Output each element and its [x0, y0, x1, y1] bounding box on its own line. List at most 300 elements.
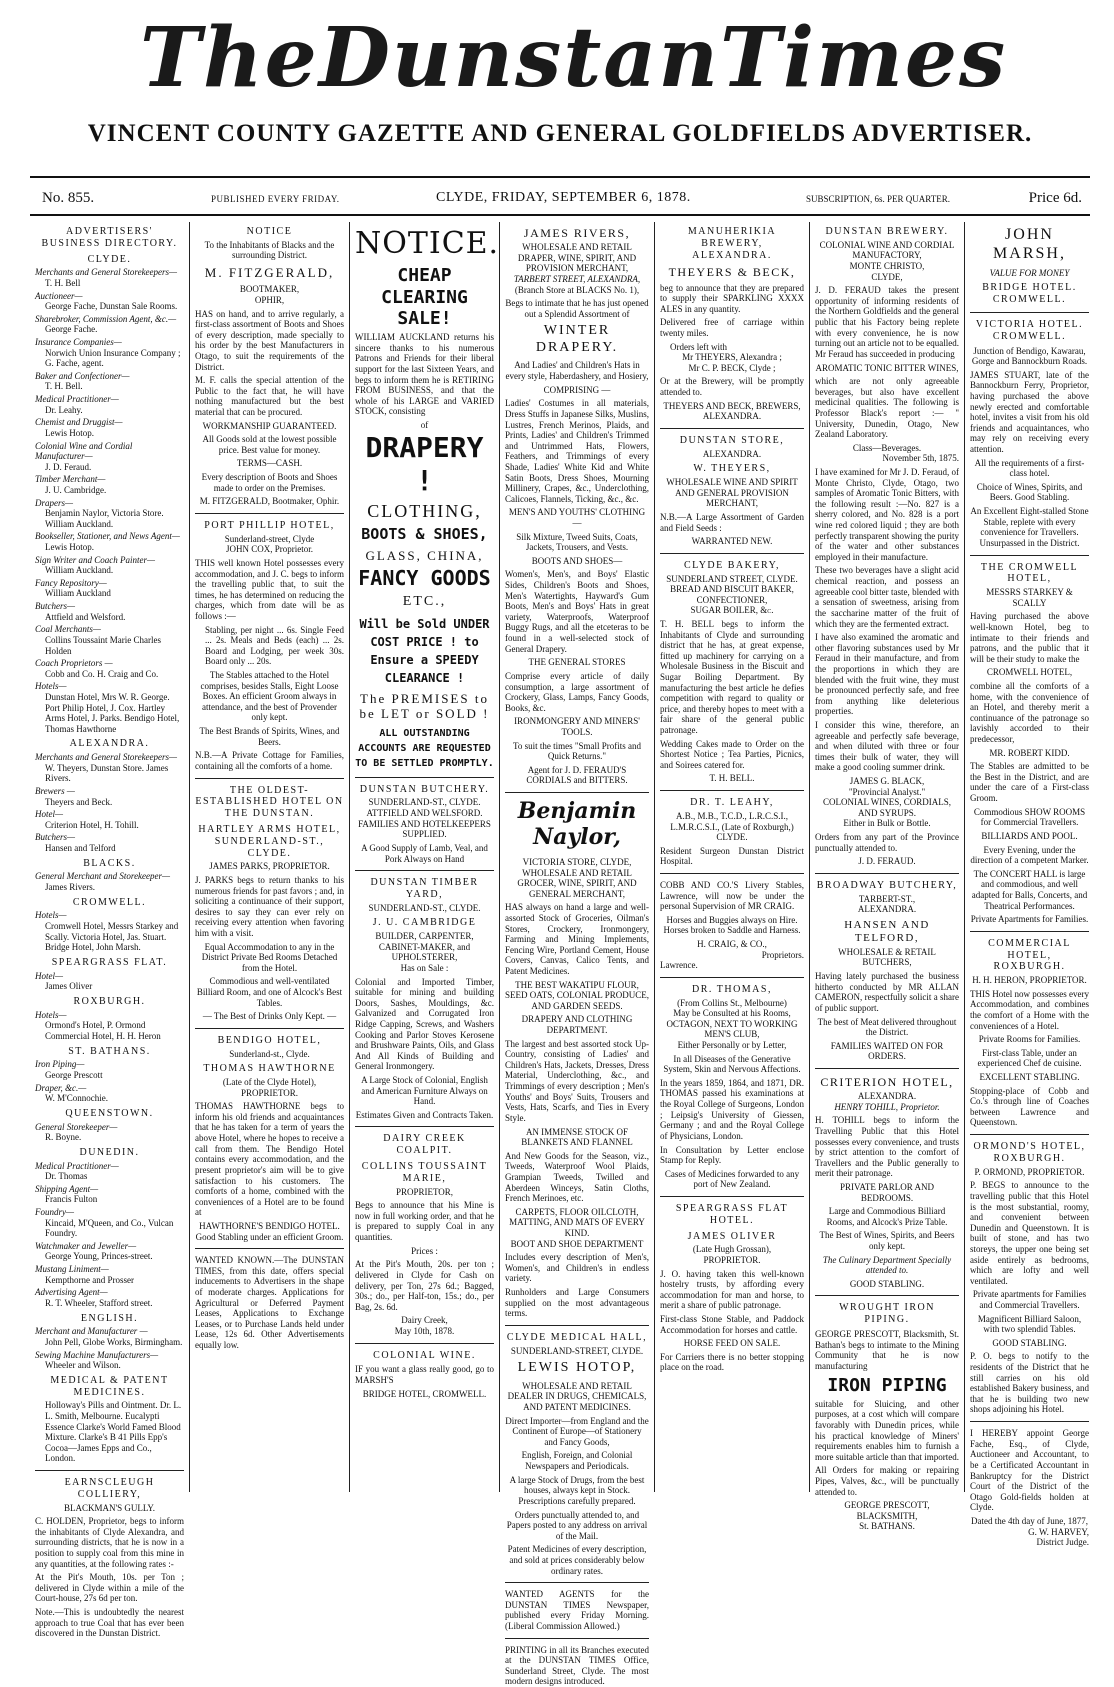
advert-subheading: THOMAS HAWTHORNE: [203, 1063, 336, 1075]
directory-entry: James Oliver: [45, 981, 93, 992]
newspaper-title: [140, 10, 1008, 106]
advert-subheading: OCTAGON, NEXT TO WORKING MEN'S CLUB,: [666, 1018, 798, 1040]
directory-entry: George Prescott: [45, 1069, 103, 1080]
advert-heading: COLONIAL WINE.: [373, 1349, 476, 1361]
advert-body: At the Pit's Mouth, 20s. per ton ; delivered in Clyde for Cash on delivery, per Ton, 27s 6d.; Bagged, 30s.; do., per Half-ton, 15s.; do., per Bag, 2s. 6d.: [355, 1259, 494, 1312]
advert-signature: "Provincial Analyst.": [848, 786, 926, 797]
advert-body: HAS on hand, and to arrive regularly, a first-class assortment of Boots and Shoes of every description, made specially to his order by the best Manufacturers in Otago, to suit the requirements of the District.: [195, 308, 344, 372]
advert-body: combine all the comforts of a home, with the convenience of an Hotel, and thereby merit a continuance of the patronage so lavishly accorded to their predecessor,: [970, 680, 1089, 745]
advert-body: Large and Commodious Billiard Rooms, and Alcock's Prize Table.: [826, 1206, 948, 1227]
divider: [660, 790, 804, 791]
advert-subheading: COLONIAL WINES, CORDIALS, AND SYRUPS.: [823, 797, 951, 818]
advert-subheading: THEYERS & BECK,: [668, 265, 796, 280]
advert-body: A Good Supply of Lamb, Veal, and Pork Always on Hand: [361, 842, 488, 864]
advert-heading: DAIRY CREEK COALPIT.: [383, 1133, 466, 1157]
advert-body: THOMAS HAWTHORNE begs to inform his old friends and acquaintances that he has taken for a term of years the above Hotel, where he hopes to receive a call from them. The Bendigo Hotel contains every accommodation, and the present proprietor's aim will be to give satisfaction to his customers. The comforts of a home, combined with the conveniences of a Hotel are to be found at: [195, 1101, 344, 1218]
advert-subheading: Sunderland-st., Clyde.: [229, 1048, 310, 1059]
column-1-directory: [30, 222, 190, 1639]
directory-category: Iron Piping—: [35, 1059, 85, 1070]
directory-entry: Norwich Union Insurance Company ; G. Fache, agent.: [45, 347, 181, 369]
directory-category: Foundry—: [35, 1207, 74, 1218]
advert-body: C. HOLDEN, Proprietor, begs to inform the inhabitants of Clyde Alexandra, and surrounding districts, that he is now in a position to supply coal from this mine in any quantities, at the following rates :-: [35, 1516, 184, 1569]
advert-body: In Consultation by Letter enclose Stamp for Reply.: [660, 1144, 804, 1166]
advert-subheading: MONTE CHRISTO,: [849, 261, 925, 272]
advert-display-line: IRON PIPING: [827, 1374, 947, 1396]
masthead-rule-bottom: [30, 214, 1090, 216]
advert-body: IF you want a glass really good, go to MARSH'S: [355, 1364, 494, 1385]
advert-body: Choice of Wines, Spirits, and Beers. Good Stabling.: [976, 481, 1083, 503]
directory-header: ADVERTISERS' BUSINESS DIRECTORY.: [41, 226, 178, 249]
advert-signature: JAMES G. BLACK,: [849, 776, 925, 787]
advert-subheading: DRAPERY AND CLOTHING DEPARTMENT.: [521, 1014, 633, 1036]
advert-body: Orders left with: [670, 341, 727, 352]
advert-subheading: ATTFIELD AND WELSFORD.: [366, 808, 483, 819]
advert-subheading: BOOT AND SHOE DEPARTMENT: [510, 1238, 644, 1249]
advert-subheading: BREAD AND BISCUIT BAKER, CONFECTIONER,: [670, 584, 794, 605]
advert-body: J. D. FERAUD takes the present opportunity of informing residents of the Northern Goldfields and the general public that his Factory being replete with every convenience, he is now turning out an article not to be equalled. Mr Feraud has succeeded in producing: [815, 285, 959, 359]
advert-display-line: FANCY GOODS: [358, 565, 491, 590]
directory-entry: Francis Fulton: [45, 1194, 98, 1205]
advert-subheading: WHOLESALE WINE AND SPIRIT AND GENERAL PROVISION MERCHANT,: [666, 477, 798, 509]
column-6: [810, 222, 965, 1532]
advert-subheading: MESSRS STARKEY & SCALLY: [986, 587, 1073, 608]
advert-heading: CLYDE MEDICAL HALL,: [506, 1331, 648, 1343]
directory-entry: T. H. Bell: [45, 278, 81, 288]
directory-category: Sewing Machine Manufacturers—: [35, 1349, 159, 1360]
advert-signature: St. BATHANS.: [859, 1521, 915, 1532]
directory-entry: Ormond's Hotel, P. Ormond Commercial Hotel, H. H. Heron: [45, 1020, 161, 1041]
section-heading: MEDICAL & PATENT MEDICINES.: [50, 1374, 169, 1398]
directory-entry: Collins Toussaint Marie Charles Holden: [45, 634, 161, 656]
advert-body: Every description of Boots and Shoes made to order on the Premises.: [201, 472, 338, 493]
town-heading: ST. BATHANS.: [68, 1045, 151, 1057]
advert-body: Lawrence.: [660, 960, 698, 971]
advert-name: Benjamin Naylor,: [517, 798, 637, 850]
advert-subheading: J. U. CAMBRIDGE: [372, 917, 477, 929]
advert-body: suitable for Sluicing, and other purposes, at a cost which will compare favorably with Dunedin prices, while his practical knowledge of Miners' requirements enables him to furnish a more suitable article than that imported.: [815, 1398, 959, 1462]
advert-subheading: PRIVATE PARLOR AND BEDROOMS.: [839, 1182, 935, 1203]
title-word-the: The: [140, 10, 319, 106]
advert-subheading: COMPRISING —: [543, 384, 611, 395]
advert-body: beg to announce that they are prepared to supply their SPARKLING XXXX ALES in any quantity.: [660, 282, 804, 314]
advert-body: May 10th, 1878.: [394, 1325, 455, 1336]
issue-info-bar: [36, 190, 1086, 210]
advert-subheading: WORKMANSHIP GUARANTEED.: [202, 420, 337, 431]
advert-subheading: JAMES PARKS, PROPRIETOR.: [209, 861, 330, 872]
advert-body: To the Inhabitants of Blacks and the surrounding District.: [204, 239, 335, 261]
town-heading: BLACKS.: [83, 857, 136, 869]
advert-subheading: (Branch Store at BLACKS No. 1),: [514, 284, 640, 295]
advert-heading: DUNSTAN BUTCHERY.: [359, 783, 490, 795]
advert-body: Agent for J. D. FERAUD'S CORDIALS and BITTERS.: [526, 764, 628, 786]
advert-heading: COMMERCIAL HOTEL, ROXBURGH.: [988, 937, 1071, 973]
advert-body: PRINTING in all its Branches executed at the DUNSTAN TIMES Office, Sunderland Street, Clyde. The most modern designs introduced.: [505, 1644, 649, 1687]
advert-body: All Orders for making or repairing Pipes, Valves, &c., will be punctually attended to.: [815, 1465, 959, 1497]
directory-entry: George Young, Princes-street.: [45, 1251, 153, 1262]
town-heading: ALEXANDRA.: [69, 738, 150, 750]
advert-subheading: BUILDER, CARPENTER, CABINET-MAKER, and UPHOLSTERER,: [375, 931, 474, 963]
directory-category: Draper, &c.—: [35, 1082, 87, 1093]
advert-subheading: WHOLESALE AND RETAIL DRAPER, WINE, SPIRIT, AND PROVISION MERCHANT,: [517, 242, 637, 274]
directory-entry: Cobb and Co. H. Craig and Co.: [45, 668, 159, 679]
advert-subheading: W. THEYERS,: [693, 463, 771, 475]
advert-body: Either in Bulk or Bottle.: [843, 818, 931, 829]
advert-signature: G. W. HARVEY,: [1028, 1526, 1089, 1537]
advert-subheading: IRONMONGERY AND MINERS' TOOLS.: [514, 716, 640, 737]
advert-subheading: BOOTS AND SHOES—: [531, 555, 623, 566]
divider: [660, 977, 804, 978]
advert-body: Having lately purchased the business hitherto conducted by MR ALLAN CAMERON, respectfully solicit a share of public support.: [815, 971, 959, 1013]
advert-body: WILLIAM AUCKLAND returns his sincere thanks to his numerous Patrons and Friends for their liberal support for the last Sixteen Years, and begs to inform them he is RETIRING FROM BUSINESS, and that the whole of his LARGE and VARIED STOCK, consisting: [355, 332, 494, 417]
advert-body: I consider this wine, therefore, an agreeable and perfectly safe beverage, and when diluted with three or four times their bulk of water, they will make a good cooling summer drink.: [815, 720, 959, 773]
advert-body: These two beverages have a slight acid chemical reaction, and possess an agreeable cool bitter taste, blended with a sensation of sweetness, arising from the saccharine matter of the fruit of which they are the fermented extract.: [815, 565, 959, 629]
advert-body: Commodious SHOW ROOMS for Commercial Travellers.: [973, 806, 1086, 828]
advert-heading: BRIDGE HOTEL. CROMWELL.: [982, 282, 1077, 306]
advert-body: The CONCERT HALL is large and commodious, and well adapted for Balls, Concerts, and Theatrical Performances.: [971, 868, 1088, 911]
town-heading: ROXBURGH.: [73, 995, 146, 1007]
directory-category: General Merchant and Storekeeper—: [35, 871, 171, 882]
directory-category: Merchant and Manufacturer —: [35, 1326, 148, 1337]
divider: [815, 1068, 959, 1069]
town-heading: QUEENSTOWN.: [65, 1107, 154, 1119]
advert-body: English, Foreign, and Colonial Newspapers and Periodicals.: [521, 1450, 633, 1472]
advert-subheading: AROMATIC TONIC BITTER WINES,: [815, 362, 959, 373]
advert-body: Patent Medicines of every description, and sold at prices considerably below ordinary rates.: [507, 1544, 647, 1576]
column-3: [350, 222, 500, 1492]
advert-body: P. BEGS to announce to the travelling public that this Hotel is the most substantial, roomy, and convenient between Dunedin and Queenstown. It is built of stone, and has two storeys, the upper one being set aside entirely as bedrooms, which are lofty and well ventilated.: [970, 1180, 1089, 1286]
advert-body: Delivered free of carriage within twenty miles.: [660, 317, 804, 338]
directory-category: General Storekeeper—: [35, 1121, 118, 1132]
divider: [660, 873, 804, 874]
advert-subheading: GOOD STABLING.: [992, 1337, 1067, 1348]
advert-subheading: GOOD STABLING.: [849, 1278, 925, 1289]
advert-body: Or at the Brewery, will be promptly attended to.: [660, 376, 804, 398]
advert-subheading: WHOLESALE AND RETAIL: [522, 1380, 632, 1391]
columns: [30, 222, 1094, 1687]
directory-category: Medical Practitioner—: [35, 1160, 119, 1171]
advert-body: Junction of Bendigo, Kawarau, Gorge and Bannockburn Roads.: [971, 345, 1088, 367]
advert-body: Colonial and Imported Timber, suitable for mining and building Doors, Sashes, Mouldings, &c. Galvanized and Corrugated Iron Ridge Capping, Screws, and Washers Cooking and Parlor Stoves Kerosene and Brushware Paints, Oils, and Glass And All Kinds of Building and General Ironmongery.: [355, 976, 494, 1072]
advert-subheading: VALUE FOR MONEY: [989, 267, 1070, 278]
advert-subheading: JAMES OLIVER: [687, 1230, 777, 1242]
advert-subheading: TARBERT-ST.,: [858, 893, 916, 904]
advert-subheading: HANSEN AND TELFORD,: [844, 918, 930, 944]
directory-category: Auctioneer—: [35, 290, 83, 301]
advert-subheading: ALEXANDRA.: [857, 1091, 917, 1102]
advert-subheading: SUNDERLAND-ST., CLYDE.: [368, 902, 481, 913]
advert-heading: VICTORIA HOTEL. CROMWELL.: [975, 318, 1084, 342]
advert-subheading: MR. ROBERT KIDD.: [989, 747, 1070, 758]
advert-subheading: DEALER IN DRUGS, CHEMICALS, AND PATENT MEDICINES.: [507, 1391, 647, 1413]
town-heading: ENGLISH.: [80, 1312, 139, 1324]
masthead-rule-top: [30, 176, 1090, 178]
advert-subheading: BLACKMAN'S GULLY.: [63, 1502, 156, 1513]
advert-subheading: SUGAR BOILER, &c.: [690, 605, 774, 616]
advert-body: Either Personally or by Letter,: [677, 1040, 787, 1051]
advert-subheading: SUNDERLAND STREET, CLYDE.: [666, 573, 798, 584]
advert-body: An Excellent Eight-stalled Stone Stable, replete with every convenience for Travellers. Unsurpassed in the District.: [970, 506, 1089, 548]
advert-body: Comprise every article of daily consumption, a large assortment of Crockery, Glass, Lamps, Fancy Goods, Books, &c.: [505, 670, 649, 713]
directory-entry: W. Theyers, Dunstan Store. James Rivers.: [45, 762, 169, 784]
advert-signature: BRIDGE HOTEL, CROMWELL.: [362, 1388, 487, 1399]
advert-body: I have also examined the aromatic and other flavoring substances used by Mr Feraud in their manufacture, and from the proportions in which they are blended with the fruit wine, they must be pronounced perfectly safe, and free from anything like deleterious properties.: [815, 632, 959, 717]
advert-body: Dairy Creek,: [401, 1315, 448, 1326]
advert-body: To suit the times "Small Profits and Quick Returns.": [512, 740, 642, 762]
notice-heading: NOTICE.: [355, 226, 500, 261]
directory-entry: Cromwell Hotel, Messrs Starkey and Scally. Victoria Hotel, Jas. Stuart. Bridge Hotel, John Marsh.: [45, 921, 179, 953]
advert-body: Horses and Buggies always on Hire. Horses broken to Saddle and Harness.: [663, 914, 801, 936]
advert-subheading: PROPRIETOR,: [395, 1186, 454, 1197]
advert-heading: WROUGHT IRON PIPING.: [839, 1302, 935, 1326]
advert-heading: PORT PHILLIP HOTEL,: [204, 519, 335, 531]
advert-body: — The Best of Drinks Only Kept. —: [202, 1011, 337, 1022]
directory-category: Advertising Agent—: [35, 1287, 108, 1298]
advert-body: JAMES STUART, late of the Bannockburn Ferry, Proprietor, having purchased the above newly erected and comfortable hotel, invites a visit from his old friends and acquaintances, who may rely on receiving every attention.: [970, 369, 1089, 455]
directory-category: Bookseller, Stationer, and News Agent—: [35, 531, 180, 542]
advert-body: M. F. calls the special attention of the Public to the fact that, he will have nothing manufactured but the best material that can be procured.: [195, 375, 344, 418]
advert-body: I have examined for Mr J. D. Feraud, of Monte Christo, Clyde, Otago, two samples of Aromatic Tonic Bitters, with the following result :—No. 827 is a sherry colored, and No. 828 is a port wine red colored liquid ; they are both perfectly transparent showing the purity of the water and other substances employed in their manufacture.: [815, 466, 959, 562]
advert-heading: SPEARGRASS FLAT HOTEL.: [675, 1202, 789, 1226]
divider: [815, 1295, 959, 1296]
advert-heading: CLYDE BAKERY,: [683, 559, 781, 571]
advert-signature: J. D. FERAUD.: [858, 856, 916, 867]
town-heading: DUNEDIN.: [79, 1146, 140, 1158]
advert-subheading: AN IMMENSE STOCK OF BLANKETS AND FLANNEL: [521, 1126, 633, 1148]
advert-heading: DR. THOMAS,: [692, 983, 772, 995]
directory-category: Chemist and Druggist—: [35, 417, 123, 428]
advert-subheading: GROCER, WINE, SPIRIT, AND GENERAL MERCHANT,: [517, 878, 637, 899]
divider: [505, 1638, 649, 1639]
town-heading: CLYDE.: [87, 253, 132, 265]
divider: [970, 555, 1089, 556]
advert-body: Prices :: [411, 1245, 438, 1256]
advert-body: Begs to intimate that he has just opened out a Splendid Assortment of: [505, 298, 649, 319]
title-word-times: Times: [719, 10, 1008, 106]
advert-signature: M. FITZGERALD, Bootmaker, Ophir.: [199, 496, 340, 507]
directory-category: Drapers—: [35, 497, 74, 508]
directory-category: Mustang Liniment—: [35, 1264, 109, 1275]
directory-category: Sign Writer and Coach Painter—: [35, 554, 155, 565]
advert-display-line: DRAPERY !: [365, 430, 484, 497]
advert-heading: JAMES RIVERS,: [523, 226, 631, 240]
advert-subheading: (From Collins St., Melbourne): [677, 997, 787, 1008]
advert-body: Includes every description of Men's, Women's, and Children's in endless variety.: [505, 1252, 649, 1284]
advert-body: Equal Accommodation to any in the District Private Bed Rooms Detached from the Hotel.: [201, 941, 338, 973]
advert-subheading: HORSE FEED ON SALE.: [683, 1338, 781, 1349]
directory-category: Shipping Agent—: [35, 1183, 99, 1194]
directory-category: Hotel—: [35, 809, 63, 820]
advert-heading: THE CROMWELL HOTEL,: [980, 561, 1079, 585]
advert-heading: DR. T. LEAHY,: [690, 797, 774, 809]
advert-subheading: CARPETS, FLOOR OILCLOTH, MATTING, AND MATS OF EVERY KIND.: [509, 1206, 645, 1239]
advert-subheading: H. H. HERON, PROPRIETOR.: [972, 975, 1087, 986]
advert-heading: DUNSTAN BREWERY.: [825, 226, 949, 237]
issue-subscription: SUBSCRIPTION, 6s. PER QUARTER.: [806, 194, 950, 204]
advert-heading: ORMOND'S HOTEL, ROXBURGH.: [973, 1141, 1086, 1164]
advert-body: And Ladies' and Children's Hats in every style, Haberdashery, and Hosiery,: [505, 360, 649, 382]
directory-category: Hotels—: [35, 910, 67, 921]
advert-body: At the Pit's Mouth, 10s. per Ton ; delivered in Clyde within a mile of the Court-house, 27s 6d per ton.: [35, 1572, 184, 1604]
advert-subheading: SUNDERLAND-ST., CLYDE.: [368, 797, 481, 808]
advert-body: Stopping-place of Cobb and Co.'s through line of Coaches between Lawrence and Queenstown.: [970, 1085, 1089, 1128]
directory-category: Merchants and General Storekeepers—: [35, 267, 178, 278]
advert-body: Has on Sale :: [400, 962, 449, 973]
directory-entry: T. H. Bell.: [45, 381, 83, 392]
directory-category: Fancy Repository—: [35, 577, 107, 588]
advert-body: WANTED AGENTS for the DUNSTAN TIMES Newspaper, published every Friday Morning. (Liberal Commission Allowed.): [505, 1589, 649, 1631]
directory-category: Hotel—: [35, 970, 63, 981]
directory-category: Butchers—: [35, 832, 75, 843]
advert-body: The Stables are admitted to be the Best in the District, and are under the care of a First-class Groom.: [970, 761, 1089, 804]
divider: [970, 312, 1089, 313]
advert-body: THIS well known Hotel possesses every accommodation, and J. C. begs to inform the travelling public that, to suit the times, he has determined on reducing the charges, which from date will be as follows :—: [195, 557, 344, 621]
advert-name: JOHN MARSH,: [993, 226, 1066, 262]
advert-signature: Proprietors.: [761, 949, 804, 960]
town-heading: CROMWELL.: [72, 896, 147, 908]
divider: [660, 553, 804, 554]
advert-subheading: PROPRIETOR.: [703, 1254, 761, 1265]
advert-body: All the requirements of a first-class hotel.: [974, 457, 1085, 479]
directory-entry: R. T. Wheeler, Stafford street.: [45, 1297, 153, 1308]
advert-body: J. O. having taken this well-known hostelry trusts, by affording every accommodation for man and horse, to merit a share of public patronage.: [660, 1268, 804, 1311]
issue-date: CLYDE, FRIDAY, SEPTEMBER 6, 1878.: [436, 190, 691, 205]
advert-body: N.B.—A Large Assortment of Garden and Field Seeds :: [660, 511, 804, 533]
directory-entry: J. U. Cambridge.: [45, 484, 107, 495]
advert-body: Orders punctually attended to, and Papers posted to any address on arrival of the Mail.: [506, 1509, 648, 1541]
advert-body: All Goods sold at the lowest possible price. Best value for money.: [202, 434, 337, 455]
advert-body: COBB AND CO.'S Livery Stables, Lawrence, will now be under the personal Supervision of MR CRAIG.: [660, 879, 804, 912]
advert-subheading: THE GENERAL STORES: [528, 657, 626, 668]
directory-entry: Holloway's Pills and Ointment. Dr. L. L. Smith, Melbourne. Eucalypti Essence Clarke's World Famed Blood Mixture. Clarke's B 41 Pills Epp's Cocoa—James Epps and Co., London.: [45, 1400, 182, 1464]
advert-subheading: PROPRIETOR.: [240, 1087, 299, 1098]
divider: [505, 1582, 649, 1583]
directory-entry: Kempthorne and Prosser: [45, 1274, 134, 1285]
directory-category: Medical Practitioner—: [35, 394, 119, 405]
town-heading: SPEARGRASS FLAT.: [51, 956, 168, 968]
directory-entry: George Fache, Dunstan Sale Rooms.: [45, 301, 178, 312]
directory-entry: James Rivers.: [45, 882, 95, 893]
advert-display-line: CLOTHING,: [367, 500, 482, 521]
advert-body: THE BEST WAKATIPU FLOUR, SEED OATS, COLONIAL PRODUCE, AND GARDEN SEEDS.: [505, 979, 649, 1011]
advert-body: First-class Stone Stable, and Paddock Accommodation for horses and cattle.: [660, 1314, 804, 1335]
advert-subheading: CLYDE.: [716, 832, 748, 843]
divider: [660, 1196, 804, 1197]
advert-body: Direct Importer—from England and the Continent of Europe—of Stationery and Fancy Goods,: [505, 1415, 649, 1447]
advert-subheading: (Late of the Clyde Hotel),: [222, 1077, 317, 1088]
divider: [505, 1325, 649, 1326]
advert-heading: BROADWAY BUTCHERY,: [816, 879, 958, 891]
advert-body: Private Rooms for Families.: [978, 1034, 1081, 1045]
directory-entry: John Pell, Globe Works, Birmingham.: [45, 1336, 183, 1347]
advert-rates: Stabling, per night ... 6s. Single Feed ... 2s. Meals and Beds (each) ... 2s. Board and Lodging, per week 30s. Board only ... 20s.: [205, 624, 344, 667]
directory-entry: Dunstan Hotel, Mrs W. R. George. Port Philip Hotel, J. Cox. Hartley Arms Hotel, J. Parks. Bendigo Hotel, Thomas Hawthorne: [45, 691, 180, 734]
directory-category: Hotels—: [35, 1009, 67, 1020]
directory-entry: Attfield and Welsford.: [45, 611, 126, 622]
divider: [355, 1343, 494, 1344]
advert-body: N.B.—A Private Cottage for Families, containing all the comforts of a home.: [195, 750, 344, 771]
directory-entry: J. D. Feraud.: [45, 461, 92, 472]
directory-entry: Kincaid, M'Queen, and Co., Vulcan Foundry.: [45, 1217, 174, 1239]
advert-body: Women's, Men's, and Boys' Elastic Sides, Children's Boots and Shoes, Men's Watertights, Hayward's Gum Boots, Men's and Boys' Hats in great variety, Waterproofs, Waterproof Buggy Rugs, and all the etceteras to be found in a well-selected stock of General Drapery.: [505, 569, 649, 654]
advert-body: The best of Meat delivered throughout the District.: [817, 1016, 957, 1038]
advert-subheading: COLLINS TOUSSAINT MARIE,: [361, 1161, 488, 1184]
advert-body: And New Goods for the Season, viz., Tweeds, Waterproof Wool Plaids, Grampian Tweeds, Twilled and Aberdeen Winceys, Satin Cloths, French Merinoes, etc.: [505, 1150, 649, 1204]
directory-entry: Theyers and Beck.: [45, 796, 113, 807]
advert-heading: NOTICE: [246, 226, 293, 237]
advert-body: Cases of Medicines forwarded to any port of New Zealand.: [664, 1168, 800, 1190]
advert-heading: BENDIGO HOTEL,: [217, 1034, 322, 1046]
advert-body: Resident Surgeon Dunstan District Hospital.: [660, 845, 804, 867]
advert-body: WANTED KNOWN.—The DUNSTAN TIMES, from this date, offers special inducements to Advertisers in the shape of moderate charges. Applications for Agricultural or Deferred Payment Leases, Applications to Exchange Leases, or to Purchase Lands held under Lease, 12s 6d. Other Advertisements equally low.: [195, 1255, 344, 1351]
advert-body: A large Stock of Drugs, from the best houses, always kept in Stock. Prescriptions carefully prepared.: [509, 1474, 645, 1506]
directory-category: Baker and Confectioner—: [35, 370, 130, 381]
advert-body: which are not only agreeable beverages, but also have excellent medicinal qualities. The following is Professor Black's report :— " University, Dunedin, Otago, New Zealand Laboratory.: [815, 376, 959, 440]
advert-display-line: Will be Sold UNDER COST PRICE ! to Ensure a SPEEDY CLEARANCE !: [359, 617, 490, 685]
directory-entry: Criterion Hotel, H. Tohill.: [45, 819, 139, 830]
advert-body: HAS always on hand a large and well-assorted Stock of Groceries, Oilman's Stores, Crockery, Ironmongery, Farming and Mining Implements, Fencing Wire, Portland Cement, House Covers, Canvas, Calico Tents, and Patent Medicines.: [505, 902, 649, 976]
advert-body: Mr THEYERS, Alexandra ;: [682, 352, 782, 363]
advert-subheading: COLONIAL WINE AND CORDIAL MANUFACTORY,: [819, 239, 955, 261]
directory-entry: R. Boyne.: [45, 1132, 82, 1143]
divider: [970, 1421, 1089, 1422]
directory-category: Butchers—: [35, 601, 75, 612]
advert-body: In all Diseases of the Generative System, Skin and Nervous Affections.: [663, 1053, 801, 1075]
advert-subheading: Sunderland-street, Clyde: [224, 533, 315, 544]
advert-name: LEWIS HOTOP,: [517, 1360, 637, 1376]
advert-signature: T. H. BELL.: [709, 773, 755, 784]
advert-subheading: HENRY TOHILL, Proprietor.: [834, 1101, 940, 1112]
directory-entry: William Auckland: [45, 588, 111, 599]
directory-entry: William Auckland.: [45, 565, 114, 576]
column-2: [190, 222, 350, 1492]
divider: [195, 1028, 344, 1029]
divider: [355, 1126, 494, 1127]
advert-body: The Best Brands of Spirits, Wines, and Beers.: [199, 726, 340, 747]
advert-body: A Large Stock of Colonial, English and American Furniture Always on Hand.: [361, 1075, 488, 1107]
advert-subheading: OPHIR,: [254, 294, 285, 305]
advert-subheading: FAMILIES WAITED ON FOR ORDERS.: [830, 1040, 944, 1062]
advert-subheading: FAMILIES AND HOTELKEEPERS SUPPLIED.: [358, 818, 491, 840]
advert-body: The Stables attached to the Hotel comprises, besides Stalls, Eight Loose Boxes. An efficient Groom always in attendance, and the best of Provender only kept.: [200, 670, 339, 723]
advert-body: H. TOHILL begs to inform the Travelling Public that this Hotel possesses every convenience, and trusts by strict attention to the comfort of Travellers and the Public generally to merit their patronage.: [815, 1115, 959, 1179]
divider: [35, 1470, 184, 1471]
advert-body: Having purchased the above well-known Hotel, beg to intimate to their friends and patrons, and the public that it will be their study to make the: [970, 611, 1089, 664]
directory-category: Colonial Wine and Cordial Manufacturer—: [35, 440, 133, 462]
directory-entry: Hansen and Telford: [45, 843, 116, 854]
advert-subheading: WARRANTED NEW.: [691, 536, 773, 547]
advert-body: of: [420, 419, 429, 430]
directory-category: Insurance Companies—: [35, 337, 122, 348]
advert-subheading: BILLIARDS AND POOL.: [981, 830, 1078, 841]
divider: [970, 931, 1089, 932]
advert-display-line: ALL OUTSTANDING ACCOUNTS ARE REQUESTED TO BE SETTLED PROMPTLY.: [355, 727, 494, 769]
advert-body: Mr C. P. BECK, Clyde ;: [688, 362, 776, 373]
advert-body: The Culinary Department Specially attended to.: [822, 1254, 952, 1276]
title-word-dunstan: Dunstan: [318, 10, 720, 106]
advert-subheading: CLYDE,: [871, 271, 903, 282]
advert-display-line: BOOTS & SHOES,: [361, 524, 488, 543]
divider: [505, 792, 649, 793]
issue-frequency: PUBLISHED EVERY FRIDAY.: [211, 194, 340, 204]
masthead: [0, 0, 1114, 170]
advert-body: Ladies' Costumes in all materials, Dress Stuffs in Japanese Silks, Muslins, Lustres, French Merinos, Plaids, and Prints, Ladies' and Children's Trimmed and Untrimmed Hats, Flowers, Feathers, and Trimmings of every Shade, Ladies' White Kid and White Satin Boots, Dress Shoes, Mourning Millinery, Crapes, &c., Underclothing, Calicoes, Flannels, Ticking, &c., &c.: [505, 398, 649, 504]
divider: [660, 428, 804, 429]
directory-entry: George Fache.: [45, 324, 98, 335]
advert-subheading: WHOLESALE & RETAIL BUTCHERS,: [838, 946, 936, 968]
divider: [970, 1134, 1089, 1135]
advert-body: Commodious and well-ventilated Billiard Room, and one of Alcock's Best Tables.: [196, 976, 343, 1008]
directory-category: Timber Merchant—: [35, 474, 106, 485]
